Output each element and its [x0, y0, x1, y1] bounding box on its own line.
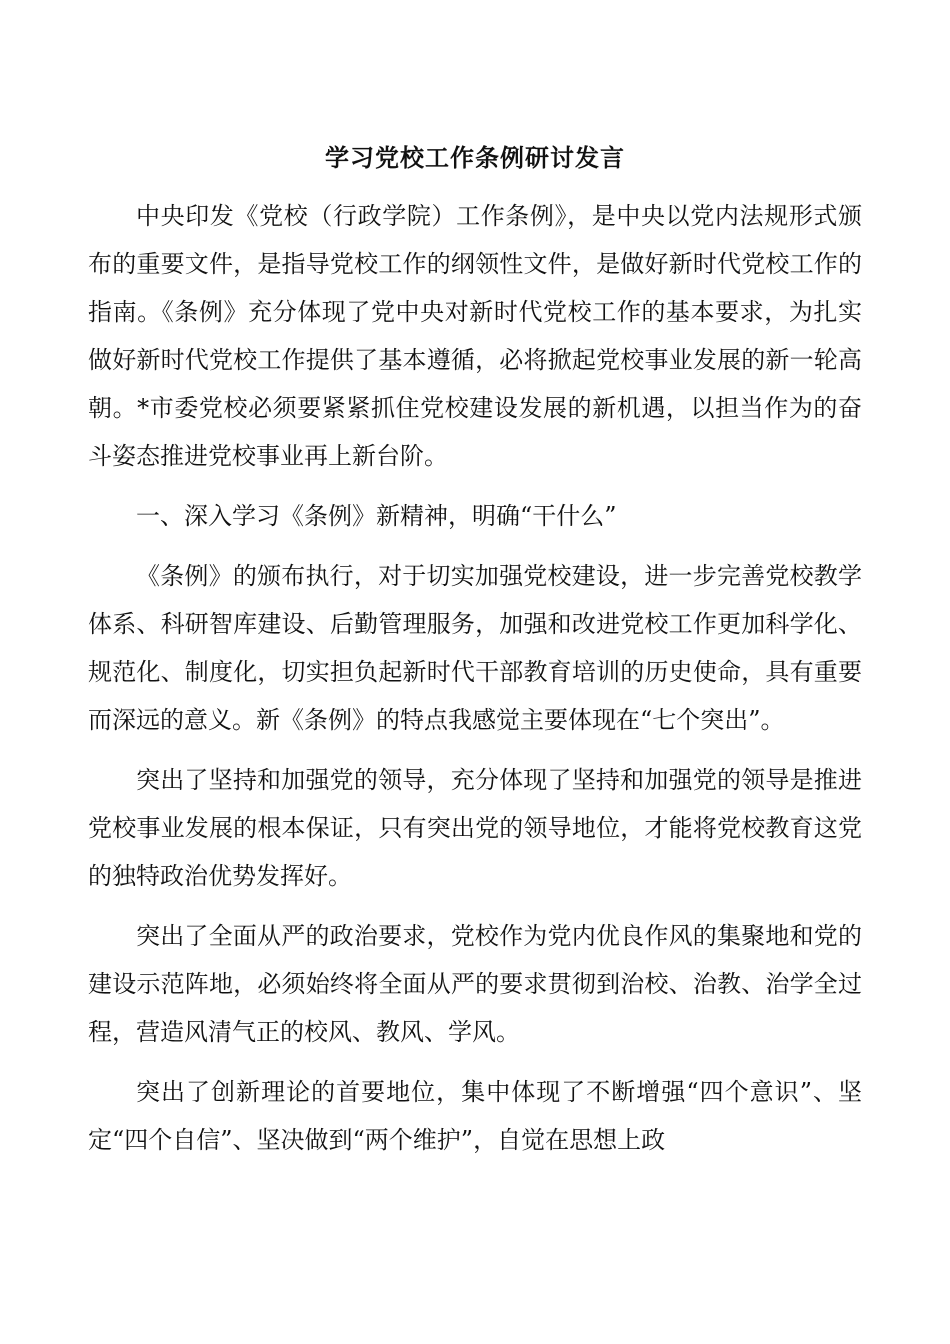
paragraph-intro: 中央印发《党校（行政学院）工作条例》，是中央以党内法规形式颁布的重要文件，是指导党校工作的纲领性文件，是做好新时代党校工作的指南。《条例》充分体现了党中央对新时代党校工作的基本要求，为扎实做好新时代党校工作提供了基本遵循，必将掀起党校事业发展的新一轮高朝。*市委党校必须要紧紧抓住党校建设发展的新机遇，以担当作为的奋斗姿态推进党校事业再上新台阶。 — [88, 202, 862, 470]
document-title: 学习党校工作条例研讨发言 — [325, 143, 625, 172]
paragraph-regulation-significance: 《条例》的颁布执行，对于切实加强党校建设，进一步完善党校教学体系、科研智库建设、后勤管理服务，加强和改进党校工作更加科学化、规范化、制度化，切实担负起新时代干部教育培训的历史使命，具有重要而深远的意义。新《条例》的特点我感觉主要体现在“七个突出”。 — [88, 562, 862, 734]
paragraph-strict-governance: 突出了全面从严的政治要求，党校作为党内优良作风的集聚地和党的建设示范阵地，必须始终将全面从严的要求贯彻到治校、治教、治学全过程，营造风清气正的校风、教风、学风。 — [88, 922, 862, 1046]
paragraph-innovative-theory: 突出了创新理论的首要地位，集中体现了不断增强“四个意识”、坚定“四个自信”、坚决做到“两个维护”，自觉在思想上政 — [88, 1078, 862, 1154]
document-page — [88, 128, 862, 1164]
section-heading-1: 一、深入学习《条例》新精神，明确“干什么” — [136, 502, 617, 530]
paragraph-party-leadership: 突出了坚持和加强党的领导，充分体现了坚持和加强党的领导是推进党校事业发展的根本保证，只有突出党的领导地位，才能将党校教育这党的独特政治优势发挥好。 — [88, 766, 862, 890]
